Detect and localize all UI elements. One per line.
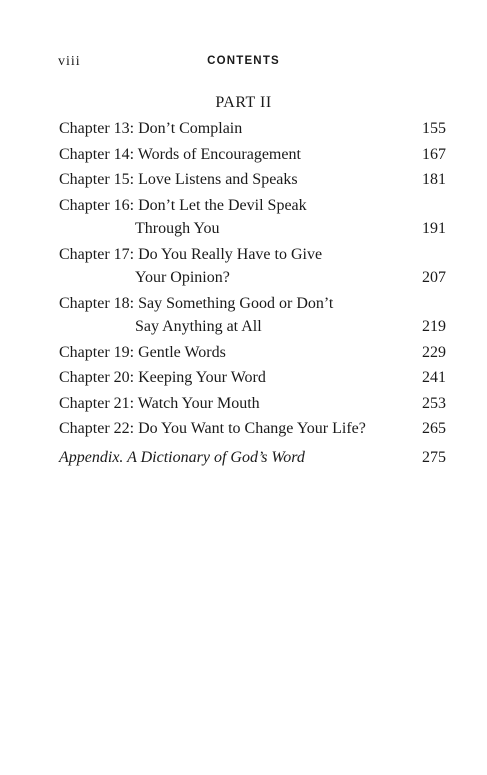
toc-entry-title: Chapter 22: Do You Want to Change Your Life?: [59, 420, 366, 437]
running-head: CONTENTS: [207, 55, 280, 67]
toc-entry-title-continued: Say Anything at All: [135, 318, 262, 335]
toc-entry-page: 241: [422, 369, 446, 386]
toc-entry-page: 219: [422, 318, 446, 335]
toc-entry-page: 265: [422, 420, 446, 437]
toc-entry-appendix: [59, 446, 446, 470]
toc-entry-chapter-20: [59, 366, 446, 390]
toc-entry-page: 181: [422, 171, 446, 188]
toc-entry-page: 207: [422, 269, 446, 286]
toc-entry-page: 155: [422, 120, 446, 137]
toc-entry-chapter-18: [59, 292, 446, 339]
toc-entry-chapter-16: [59, 194, 446, 241]
toc-entry-title-continued: Your Opinion?: [135, 269, 230, 286]
toc-entry-title: Chapter 13: Don’t Complain: [59, 120, 243, 137]
toc-entry-chapter-21: [59, 392, 446, 416]
toc-entry-page: 191: [422, 220, 446, 237]
toc-entry-title: Chapter 16: Don’t Let the Devil Speak: [59, 196, 307, 214]
toc-entry-chapter-15: [59, 168, 446, 192]
appendix-title: Appendix. A Dictionary of God’s Word: [59, 449, 305, 466]
toc-entry-chapter-19: [59, 341, 446, 365]
toc-entry-title-continued: Through You: [135, 220, 220, 237]
toc-entry-chapter-13: [59, 117, 446, 141]
toc-entry-title: Chapter 15: Love Listens and Speaks: [59, 171, 298, 188]
toc-entry-chapter-22: [59, 417, 446, 441]
toc-entry-page: 229: [422, 343, 446, 361]
toc-entry-title: Chapter 20: Keeping Your Word: [59, 369, 266, 386]
toc-entry-title: Chapter 21: Watch Your Mouth: [59, 394, 260, 412]
toc-entry-title: Chapter 17: Do You Really Have to Give: [59, 245, 323, 263]
toc-entry-title: Chapter 14: Words of Encouragement: [59, 145, 301, 163]
appendix-page: 275: [422, 449, 446, 466]
toc-entry-chapter-17: [59, 243, 446, 290]
part-title: PART II: [215, 94, 272, 111]
page-number: viii: [58, 54, 81, 69]
toc-list: [59, 117, 446, 443]
toc-entry-page: 167: [422, 145, 446, 163]
toc-entry-title: Chapter 18: Say Something Good or Don’t: [59, 294, 334, 312]
toc-entry-page: 253: [422, 394, 446, 412]
toc-entry-title: Chapter 19: Gentle Words: [59, 343, 226, 361]
toc-entry-chapter-14: [59, 143, 446, 167]
